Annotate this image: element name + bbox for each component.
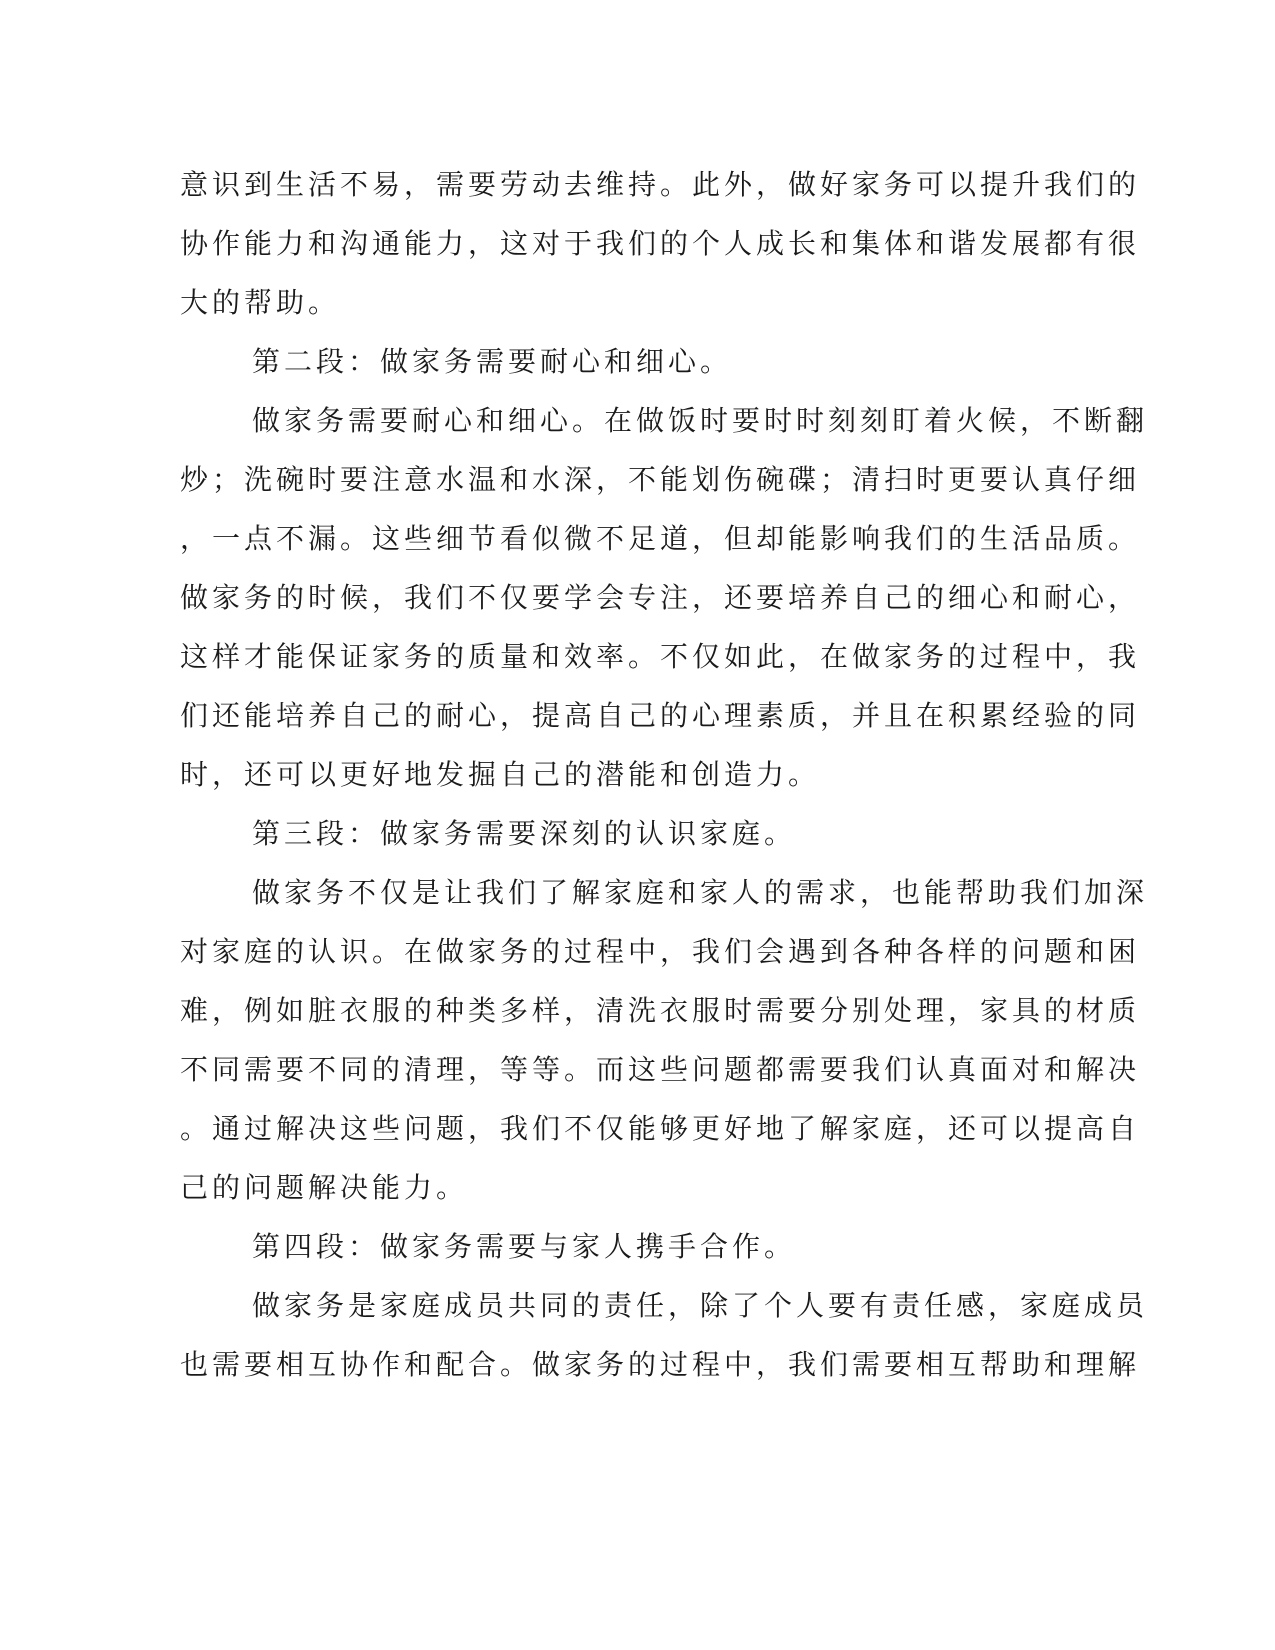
paragraph-first-line: 做家务不仅是让我们了解家庭和家人的需求，也能帮助我们加深 <box>252 876 1149 909</box>
text-line: 这样才能保证家务的质量和效率。不仅如此，在做家务的过程中，我 <box>180 640 1141 673</box>
text-line: 大的帮助。 <box>180 286 341 319</box>
text-line: 难，例如脏衣服的种类多样，清洗衣服时需要分别处理，家具的材质 <box>180 994 1141 1027</box>
text-line: 协作能力和沟通能力，这对于我们的个人成长和集体和谐发展都有很 <box>180 227 1141 260</box>
text-line: ，一点不漏。这些细节看似微不足道，但却能影响我们的生活品质。 <box>180 522 1141 555</box>
document-body <box>180 155 1149 1394</box>
text-line: 。通过解决这些问题，我们不仅能够更好地了解家庭，还可以提高自 <box>180 1112 1141 1145</box>
paragraph-first-line: 做家务是家庭成员共同的责任，除了个人要有责任感，家庭成员 <box>252 1289 1149 1322</box>
text-line: 时，还可以更好地发掘自己的潜能和创造力。 <box>180 758 821 791</box>
paragraph-first-line: 第四段：做家务需要与家人携手合作。 <box>252 1230 797 1263</box>
text-line: 做家务的时候，我们不仅要学会专注，还要培养自己的细心和耐心， <box>180 581 1141 614</box>
text-line: 对家庭的认识。在做家务的过程中，我们会遇到各种各样的问题和困 <box>180 935 1141 968</box>
text-line: 己的问题解决能力。 <box>180 1171 469 1204</box>
text-line: 炒；洗碗时要注意水温和水深，不能划伤碗碟；清扫时更要认真仔细 <box>180 463 1141 496</box>
paragraph-first-line: 做家务需要耐心和细心。在做饭时要时时刻刻盯着火候，不断翻 <box>252 404 1149 437</box>
text-line: 们还能培养自己的耐心，提高自己的心理素质，并且在积累经验的同 <box>180 699 1141 732</box>
text-line: 也需要相互协作和配合。做家务的过程中，我们需要相互帮助和理解 <box>180 1348 1141 1381</box>
text-line: 不同需要不同的清理，等等。而这些问题都需要我们认真面对和解决 <box>180 1053 1141 1086</box>
paragraph-first-line: 第三段：做家务需要深刻的认识家庭。 <box>252 817 797 850</box>
text-line: 意识到生活不易，需要劳动去维持。此外，做好家务可以提升我们的 <box>180 168 1141 201</box>
paragraph-first-line: 第二段：做家务需要耐心和细心。 <box>252 345 733 378</box>
